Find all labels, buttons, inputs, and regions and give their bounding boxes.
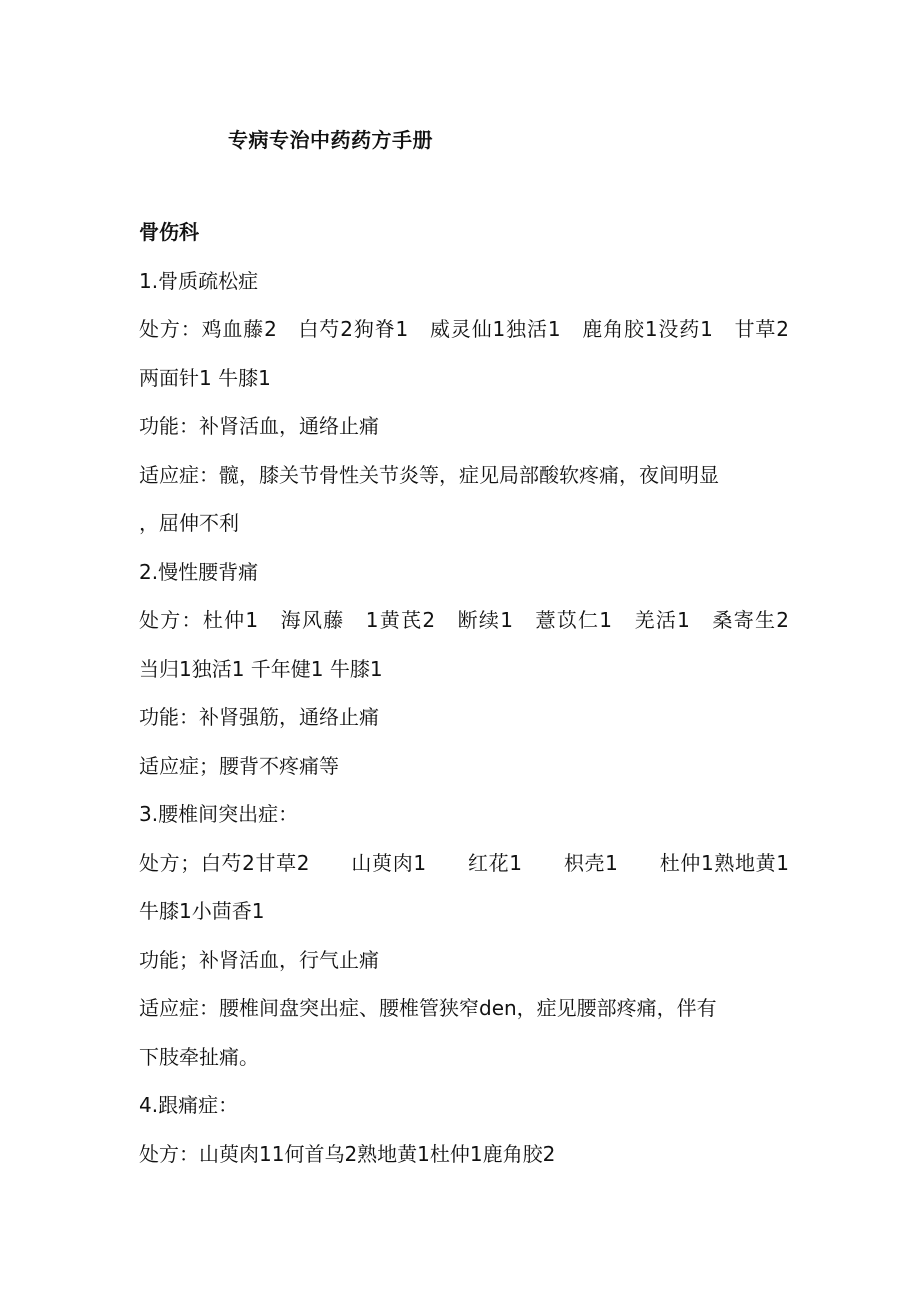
entry-heading: 3.腰椎间突出症： [139, 802, 299, 826]
section-heading: 骨伤科 [139, 220, 199, 244]
indication-line: ，屈伸不利 [139, 511, 239, 535]
entry-heading: 4.跟痛症： [139, 1093, 239, 1117]
document-body [139, 208, 789, 1178]
prescription-line: 处方：山萸肉11何首乌2熟地黄1杜仲1鹿角胶2 [139, 1141, 556, 1166]
prescription-line: 处方；白芍2甘草2 山萸肉1 红花1 枳壳1 杜仲1熟地黄1 [139, 850, 789, 875]
function-line: 功能：补肾活血，通络止痛 [139, 414, 379, 438]
indication-line: 下肢牵扯痛。 [139, 1044, 259, 1069]
prescription-line: 处方：鸡血藤2 白芍2狗脊1 威灵仙1独活1 鹿角胶1没药1 甘草2 [139, 317, 789, 341]
function-line: 功能；补肾活血，行气止痛 [139, 947, 379, 972]
prescription-line: 处方：杜仲1 海风藤 1黄芪2 断续1 薏苡仁1 羌活1 桑寄生2 [139, 608, 789, 632]
indication-line: 适应症：髋，膝关节骨性关节炎等，症见局部酸软疼痛，夜间明显 [139, 462, 719, 487]
prescription-line: 牛膝1小茴香1 [139, 899, 265, 923]
entry-heading: 2.慢性腰背痛 [139, 559, 259, 584]
function-line: 功能：补肾强筋，通络止痛 [139, 705, 379, 729]
indication-line: 适应症；腰背不疼痛等 [139, 753, 339, 778]
indication-line: 适应症：腰椎间盘突出症、腰椎管狭窄den，症见腰部疼痛，伴有 [139, 996, 717, 1020]
prescription-line: 两面针1 牛膝1 [139, 365, 271, 390]
entry-heading: 1.骨质疏松症 [139, 268, 259, 293]
document-title: 专病专治中药药方手册 [228, 128, 433, 152]
prescription-line: 当归1独活1 千年健1 牛膝1 [139, 656, 383, 681]
